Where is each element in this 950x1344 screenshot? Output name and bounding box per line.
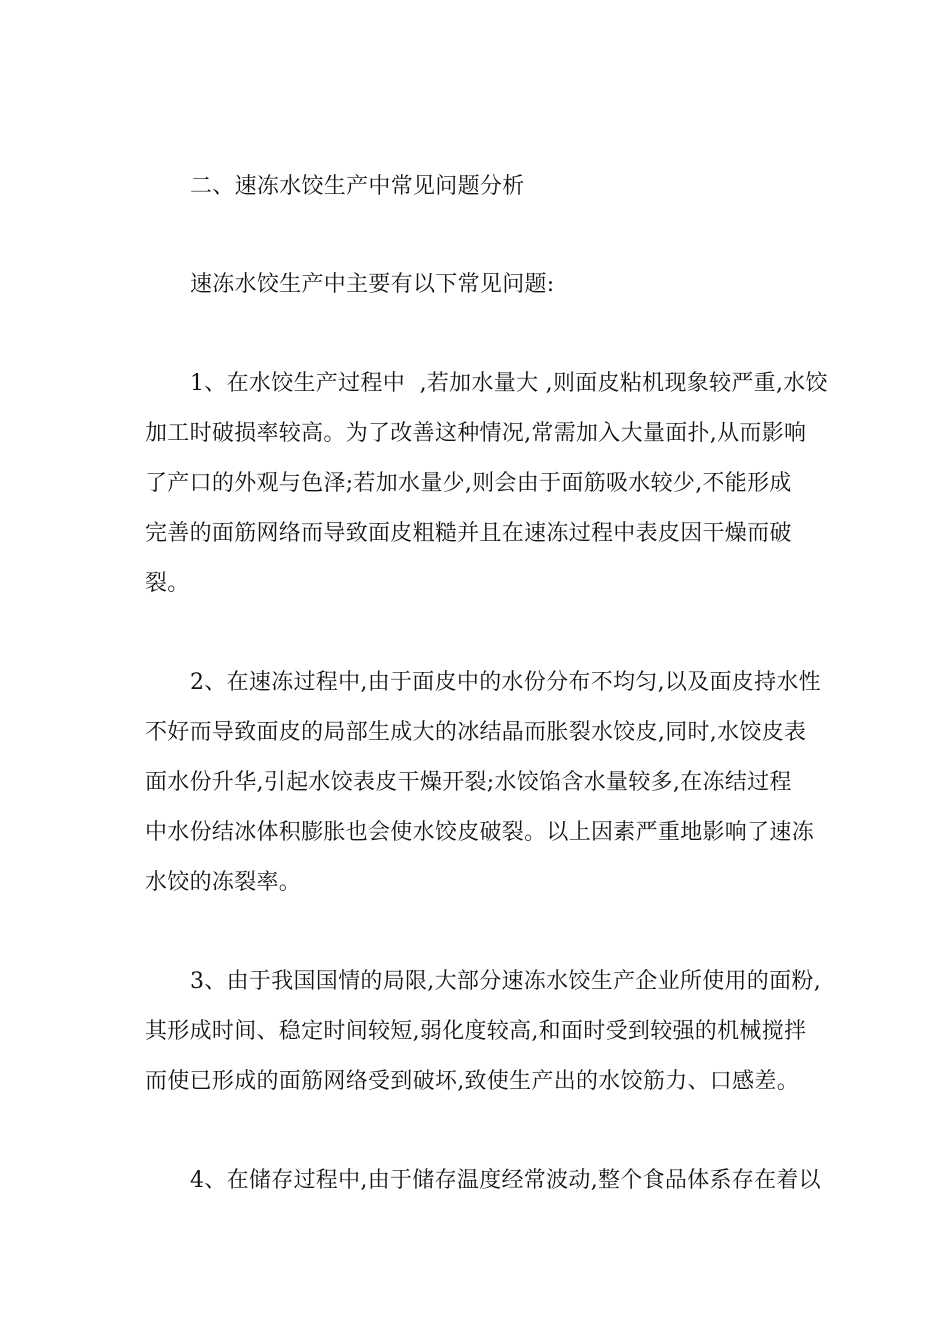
paragraph-line: 水饺的冻裂率。 — [145, 870, 302, 895]
intro-paragraph: 速冻水饺生产中主要有以下常见问题: — [190, 272, 555, 297]
paragraph-line: 3、由于我国国情的局限,大部分速冻水饺生产企业所使用的面粉, — [190, 969, 821, 994]
paragraph-line: 了产口的外观与色泽;若加水量少,则会由于面筋吸水较少,不能形成 — [145, 471, 792, 496]
paragraph-line: 而使已形成的面筋网络受到破坏,致使生产出的水饺筋力、口感差。 — [145, 1069, 799, 1094]
paragraph-line: 完善的面筋网络而导致面皮粗糙并且在速冻过程中表皮因干燥而破 — [145, 521, 792, 546]
paragraph-line: 2、在速冻过程中,由于面皮中的水份分布不均匀,以及面皮持水性 — [190, 670, 821, 695]
paragraph-line: 中水份结冰体积膨胀也会使水饺皮破裂。以上因素严重地影响了速冻 — [145, 820, 815, 845]
paragraph-line: 裂。 — [145, 571, 190, 596]
paragraph-line: 面水份升华,引起水饺表皮干燥开裂;水饺馅含水量较多,在冻结过程 — [145, 770, 792, 795]
paragraph-line: 1、在水饺生产过程中 ,若加水量大 ,则面皮粘机现象较严重,水饺 — [190, 371, 828, 396]
paragraph-line: 其形成时间、稳定时间较短,弱化度较高,和面时受到较强的机械搅拌 — [145, 1019, 807, 1044]
paragraph-line: 加工时破损率较高。为了改善这种情况,常需加入大量面扑,从而影响 — [145, 421, 807, 446]
paragraph-line: 不好而导致面皮的局部生成大的冰结晶而胀裂水饺皮,同时,水饺皮表 — [145, 720, 807, 745]
section-heading: 二、速冻水饺生产中常见问题分析 — [190, 174, 525, 199]
paragraph-line: 4、在储存过程中,由于储存温度经常波动,整个食品体系存在着以 — [190, 1168, 821, 1193]
